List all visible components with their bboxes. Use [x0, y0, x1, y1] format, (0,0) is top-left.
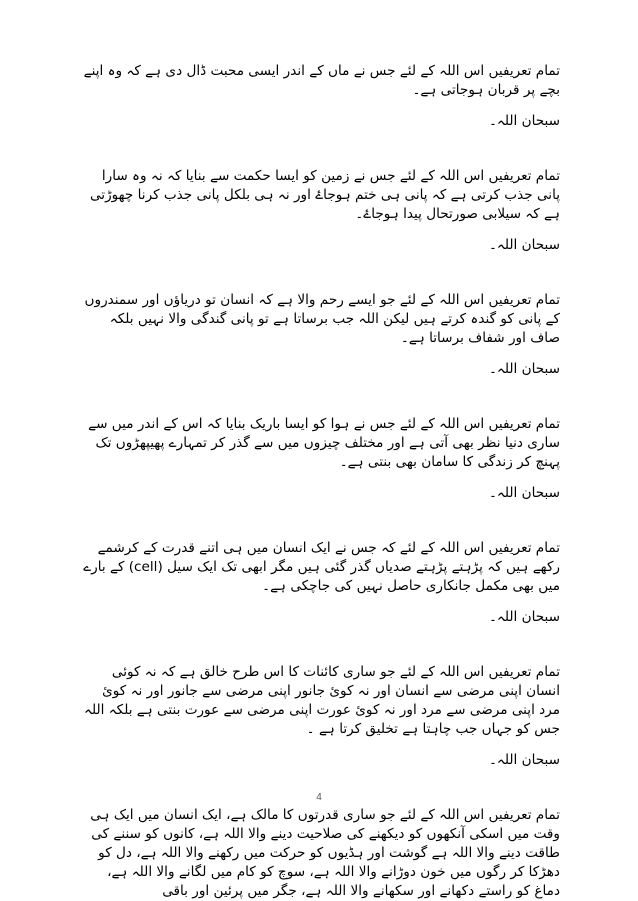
praise-paragraph: تمام تعریفیں اس اللہ کے لئے کہ جس نے ایک انسان میں ہی اتنے قدرت کے کرشمے رکھے ہیں کہ پڑہتے پڑہتے صدیاں گذر گئی ہیں مگر ابھی تک ایک سیل (cell) کے بارے میں بھی مکمل جانکاری حاصل نہیں کی جاچکی ہے۔ — [83, 540, 560, 594]
subhan-allah-line: سبحان اللہ۔ — [488, 752, 560, 768]
praise-paragraph: تمام تعریفیں اس اللہ کے لئے جو ایسے رحم والا ہے کہ انسان تو دریاؤں اور سمندروں کے پانی کو گندہ کرتے ہیں لیکن اللہ جب برساتا ہے تو پانی گندگی والا نہیں بلکہ صاف اور شفاف برساتا ہے۔ — [84, 292, 560, 346]
praise-block-2 — [78, 167, 560, 255]
praise-block-6 — [78, 663, 560, 770]
praise-block-7 — [78, 806, 560, 901]
praise-block-4 — [78, 415, 560, 503]
praise-paragraph: تمام تعریفیں اس اللہ کے لئے جو ساری کائنات کا اس طرح خالق ہے کہ نہ کوئی انسان اپنی مرضی سے انسان اور نہ کوئ جانور اپنی مرضی سے جانور اور نہ کوئ مرد اپنی مرضی سے مرد اور نہ کوئ عورت اپنی مرضی سے عورت بنتی ہے بلکہ اللہ جس کو جہاں جب چاہتا ہے تخلیق کرتا ہے ۔ — [84, 664, 560, 737]
praise-block-3 — [78, 291, 560, 379]
subhan-allah-line: سبحان اللہ۔ — [488, 609, 560, 625]
praise-paragraph: تمام تعریفیں اس اللہ کے لئے جو ساری قدرتوں کا مالک ہے، ایک انسان میں ایک ہی وقت میں اسکی آنکھوں کو دیکھنے کی صلاحیت دینے والا اللہ ہے، کانوں کو سننے کی طاقت دینے والا اللہ ہے گوشت اور ہڈیوں کو حرکت میں رکھنے والا اللہ ہے، دل کو دھڑکا کر رگوں میں خون دوڑانے والا اللہ ہے، سوچ کو کام میں لگانے والا اللہ ہے، دماغ کو راستے دکھانے اور سکھانے والا اللہ ہے، جگر میں پرئین اور باقی — [90, 807, 560, 899]
praise-block-1 — [78, 62, 560, 131]
subhan-allah-line: سبحان اللہ۔ — [488, 237, 560, 253]
praise-paragraph: تمام تعریفیں اس اللہ کے لئے جس نے ماں کے اندر ایسی محبت ڈال دی ہے کہ وہ اپنے بچے پر قربان ہوجاتی ہے۔ — [83, 63, 560, 98]
page-number: 4 — [316, 792, 322, 803]
praise-paragraph: تمام تعریفیں اس اللہ کے لئے جس نے ہوا کو ایسا باریک بنایا کہ اس کے اندر میں سے ساری دنیا نظر بھی آتی ہے اور مختلف چیزوں میں سے گذر کر تمہارے پھیپھڑوں تک پہنچ کر زندگی کا سامان بھی بنتی ہے۔ — [88, 416, 560, 470]
page-content — [78, 62, 560, 901]
subhan-allah-line: سبحان اللہ۔ — [488, 113, 560, 129]
subhan-allah-line: سبحان اللہ۔ — [488, 361, 560, 377]
praise-paragraph: تمام تعریفیں اس اللہ کے لئے جس نے زمین کو ایسا حکمت سے بنایا کہ نہ وہ سارا پانی جذب کرتی ہے کہ پانی ہی ختم ہوجاۓ اور نہ ہی بلکل پانی جذب کرنا چھوڑتی ہے کہ سیلابی صورتحال پیدا ہوجاۓ۔ — [89, 168, 560, 222]
praise-block-5 — [78, 539, 560, 627]
subhan-allah-line: سبحان اللہ۔ — [488, 485, 560, 501]
